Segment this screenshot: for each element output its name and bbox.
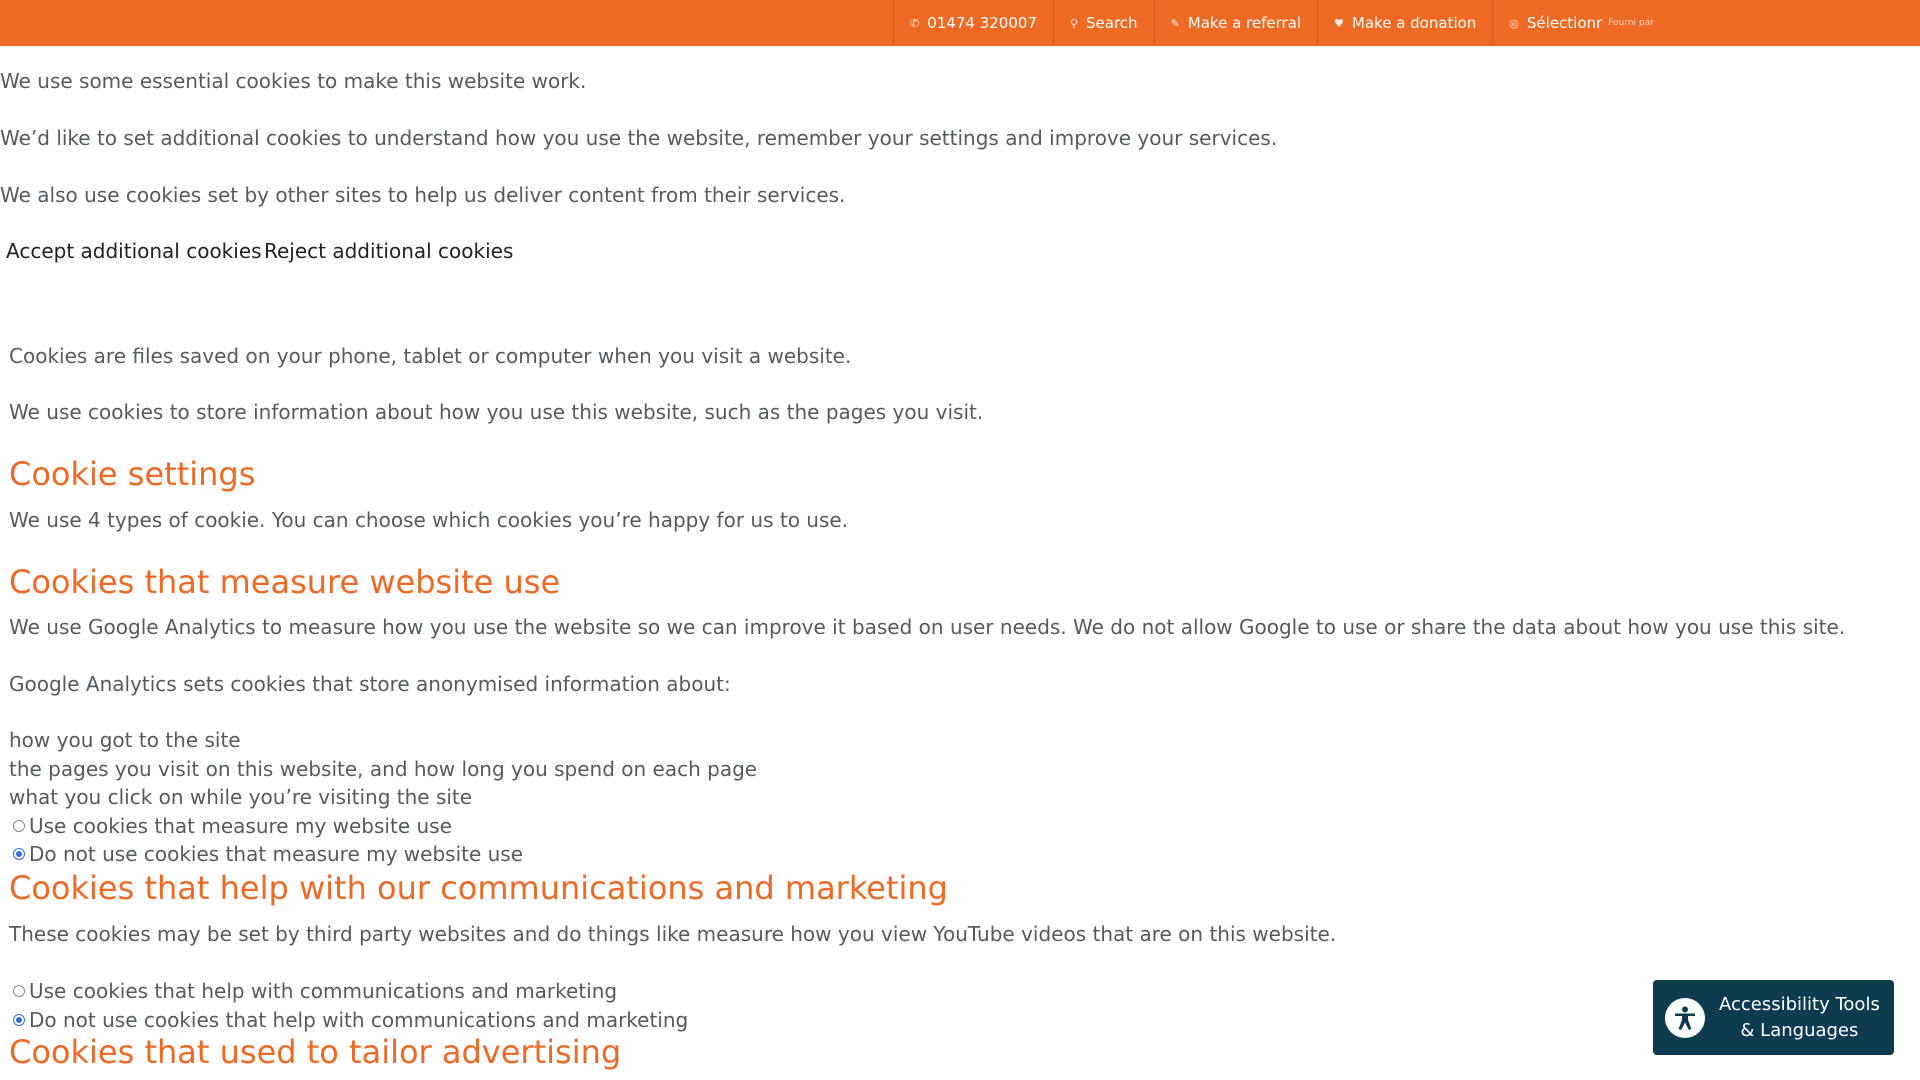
accessibility-tools-button[interactable] <box>1653 980 1894 1055</box>
intro-paragraph-1: Cookies are files saved on your phone, tablet or computer when you visit a website. <box>9 344 852 368</box>
list-item: what you click on while you’re visiting the site <box>9 785 473 809</box>
phone-number: 01474 320007 <box>927 14 1037 32</box>
accessibility-label <box>1719 992 1880 1044</box>
measure-paragraph-1: We use Google Analytics to measure how you use the website so we can improve it based on user needs. We do not allow Google to use or share the data about how you use this site. <box>9 615 1846 639</box>
intro-paragraph-2: We use cookies to store information about how you use this website, such as the pages you visit. <box>9 400 984 424</box>
measure-do-not-use-option[interactable] <box>13 840 523 868</box>
measure-use-radio[interactable] <box>13 820 25 832</box>
powered-by-text: Fourni par <box>1608 18 1654 28</box>
reject-cookies-button[interactable]: Reject additional cookies <box>264 239 514 263</box>
measure-do-not-use-label: Do not use cookies that measure my website use <box>29 842 524 866</box>
referral-icon: ✎ <box>1170 16 1180 30</box>
marketing-use-option[interactable] <box>13 977 617 1005</box>
make-referral-link[interactable] <box>1154 0 1317 46</box>
measure-use-label: Use cookies that measure my website use <box>29 814 452 838</box>
phone-icon: ✆ <box>910 16 920 30</box>
marketing-use-label: Use cookies that help with communications and marketing <box>29 979 618 1003</box>
list-item: how you got to the site <box>9 728 241 752</box>
accept-cookies-button[interactable]: Accept additional cookies <box>6 239 262 263</box>
language-selector[interactable] <box>1492 0 1660 46</box>
accessibility-label-line1: Accessibility Tools <box>1719 993 1880 1015</box>
marketing-heading: Cookies that help with our communications and marketing <box>9 869 948 907</box>
globe-icon: ◎ <box>1509 16 1519 30</box>
banner-third-party-text: We also use cookies set by other sites to help us deliver content from their services. <box>0 183 846 207</box>
cookie-settings-heading: Cookie settings <box>9 455 256 493</box>
banner-essential-text: We use some essential cookies to make this website work. <box>0 69 587 93</box>
accessibility-label-line2: & Languages <box>1740 1019 1859 1041</box>
accessibility-person-icon <box>1665 998 1705 1038</box>
search-label: Search <box>1086 14 1138 32</box>
make-donation-link[interactable] <box>1317 0 1492 46</box>
donation-label: Make a donation <box>1351 14 1477 32</box>
marketing-do-not-use-radio[interactable] <box>13 1014 25 1026</box>
measure-use-option[interactable] <box>13 812 452 840</box>
referral-label: Make a referral <box>1187 14 1302 32</box>
list-item: the pages you visit on this website, and how long you spend on each page <box>9 757 758 781</box>
measure-do-not-use-radio[interactable] <box>13 848 25 860</box>
marketing-paragraph: These cookies may be set by third party websites and do things like measure how you view YouTube videos that are on this website. <box>9 922 1337 946</box>
marketing-do-not-use-label: Do not use cookies that help with communications and marketing <box>29 1008 689 1032</box>
advertising-heading: Cookies that used to tailor advertising <box>9 1033 622 1071</box>
language-select-label: Sélectionr <box>1526 14 1603 32</box>
marketing-use-radio[interactable] <box>13 985 25 997</box>
top-bar <box>0 0 1920 46</box>
measure-heading: Cookies that measure website use <box>9 563 561 601</box>
banner-additional-text: We’d like to set additional cookies to understand how you use the website, remember your settings and improve your services. <box>0 126 1278 150</box>
donation-icon: ♥ <box>1334 16 1344 30</box>
cookie-settings-text: We use 4 types of cookie. You can choose which cookies you’re happy for us to use. <box>9 508 849 532</box>
search-icon: ⚲ <box>1069 16 1079 30</box>
marketing-do-not-use-option[interactable] <box>13 1006 688 1034</box>
top-navigation <box>893 0 1660 46</box>
phone-link[interactable] <box>893 0 1053 46</box>
measure-paragraph-2: Google Analytics sets cookies that store anonymised information about: <box>9 672 731 696</box>
search-link[interactable] <box>1053 0 1154 46</box>
